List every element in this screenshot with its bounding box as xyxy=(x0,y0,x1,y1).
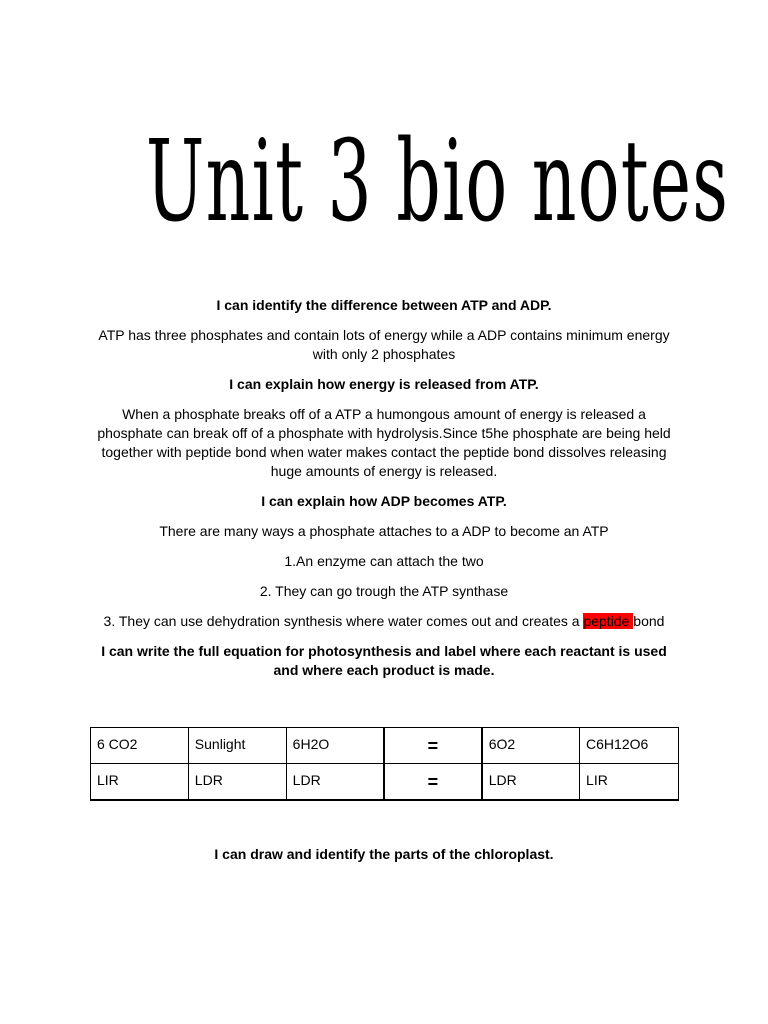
table-cell: LDR xyxy=(482,764,580,800)
table-cell: LDR xyxy=(188,764,286,800)
list-item-3-text-before: 3. They can use dehydration synthesis where water comes out and creates a xyxy=(103,613,584,629)
paragraph-adp-to-atp: There are many ways a phosphate attaches to a ADP to become an ATP xyxy=(159,523,609,539)
heading-chloroplast: I can draw and identify the parts of the chloroplast. xyxy=(214,846,554,862)
table-cell: 6 CO2 xyxy=(91,728,189,764)
list-item-3 xyxy=(88,612,680,631)
table-cell: C6H12O6 xyxy=(580,728,679,764)
paragraph-energy-release: When a phosphate breaks off of a ATP a humongous amount of energy is released a phosphate can break off of a phosphate with hydrolysis.Since t5he phosphate are being held together with peptide bond when water makes contact the peptide bond dissolves releasing huge amounts of energy is released. xyxy=(97,406,671,479)
equation-table xyxy=(90,727,679,801)
table-cell: LDR xyxy=(286,764,384,800)
table-cell: Sunlight xyxy=(188,728,286,764)
notes-body xyxy=(88,296,680,680)
list-item-3-text-after: bond xyxy=(633,613,665,629)
table-row xyxy=(91,728,679,764)
table-cell: 6O2 xyxy=(482,728,580,764)
list-item-2: 2. They can go trough the ATP synthase xyxy=(259,583,509,599)
equals-cell: = xyxy=(384,728,482,764)
page-title: Unit 3 bio notes xyxy=(145,117,730,247)
equals-cell: = xyxy=(384,764,482,800)
table-cell: LIR xyxy=(91,764,189,800)
heading-photosynthesis-equation: I can write the full equation for photosynthesis and label where each reactant is used and where each product is made. xyxy=(101,643,667,678)
heading-atp-adp: I can identify the difference between ATP and ADP. xyxy=(216,297,552,313)
highlighted-word: peptide xyxy=(583,613,634,629)
table-row xyxy=(91,764,679,800)
list-item-1: 1.An enzyme can attach the two xyxy=(284,553,484,569)
table-cell: 6H2O xyxy=(286,728,384,764)
heading-adp-to-atp: I can explain how ADP becomes ATP. xyxy=(261,493,507,509)
table-cell: LIR xyxy=(580,764,679,800)
paragraph-atp-adp: ATP has three phosphates and contain lots of energy while a ADP contains minimum energy with only 2 phosphates xyxy=(98,327,670,362)
heading-energy-release: I can explain how energy is released from ATP. xyxy=(229,376,539,392)
